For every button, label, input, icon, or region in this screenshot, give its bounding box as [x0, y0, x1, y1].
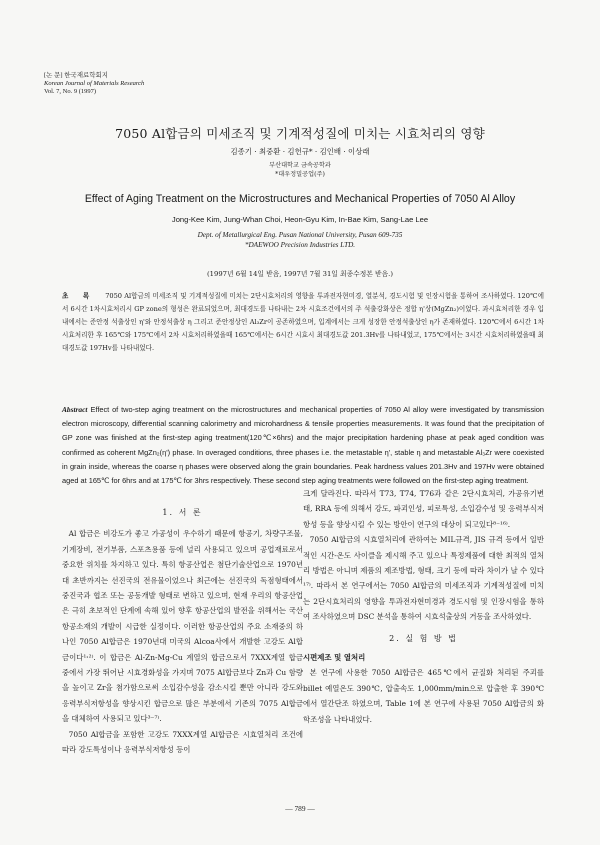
journal-volume: Vol. 7, No. 9 (1997)	[44, 88, 97, 95]
subsection-heading: 시편제조 및 열처리	[303, 653, 366, 663]
english-abstract-label: Abstract	[62, 405, 88, 414]
paragraph: Al 합금은 비강도가 좋고 가공성이 우수하기 때문에 항공기, 차량구조물, 기계장비, 전기부품, 스포츠용품 등에 널리 사용되고 있으며 공업재료로서 중요한 위치를 차지하고 있다. 특히 항공산업은 첨단기술산업으로 1970년대 초반까지는 선진국의 전유물이었으나 최근에는 선진국의 독점형태에서 중진국과 협조 또는 공동개발 형태로 변하고 있으며, 현재 우리의 항공산업은 극히 초보적인 단계에 속해 있어 향후 항공산업의 발전을 위해서는 국산 항공소재의 개발이 시급한 실정이다. 이러한 항공산업의 주요 소재중의 하나인 7050 Al합금은 1970년대 미국의 Alcoa사에서 개발한 고강도 Al합금이다¹˒²⁾. 이 합금은 Al-Zn-Mg-Cu 계열의 합금으로서 7XXX계열 합금 중에서 가장 뛰어난 시효경화성을 가지며 7075 Al합금보다 Zn과 Cu 함량을 높이고 Zr을 첨가함으로써 소입감수성을 감소시킬 뿐만 아니라 강도와 응력부식저항성을 향상시킨 합금으로 많은 부분에서 기존의 7075 Al합금을 대체하여 사용되고 있다³⁻⁷⁾.	[62, 529, 303, 724]
journal-name-ko: [논 문] 한국재료학회지	[44, 72, 109, 79]
korean-affiliations	[0, 161, 600, 179]
english-affiliations	[0, 230, 600, 250]
journal-header	[44, 72, 144, 96]
left-column	[62, 505, 303, 758]
paragraph: 크게 달라진다. 따라서 T73, T74, T76과 같은 2단시효처리, 가공유기변태, RRA 등에 의해서 강도, 파괴인성, 피로특성, 소입감수성 및 응력부식저항성 등을 향상시킬 수 있는 방안이 연구의 대상이 되고있다⁸⁻¹⁶⁾.	[303, 489, 544, 529]
english-title: Effect of Aging Treatment on the Microstructures and Mechanical Properties of 7050 Al Alloy	[84, 193, 516, 205]
korean-affiliation-1: 부산대학교 금속공학과	[269, 162, 331, 169]
korean-affiliation-2: *대우정밀공업(주)	[275, 171, 325, 178]
korean-authors: 김종기 · 최중환 · 김헌규* · 김인배 · 이상래	[230, 147, 370, 156]
korean-abstract	[62, 290, 544, 355]
section-heading-introduction: 1. 서 론	[162, 508, 203, 517]
paragraph: 7050 Al합금의 시효열처리에 관하여는 MIL규격, JIS 규격 등에서 일반적인 시간-온도 사이클을 제시해 주고 있으나 특정제품에 대한 최적의 열처리 방법은 아니며 제품의 제조방법, 형태, 크기 등에 따라 차이가 날 수 있다¹⁷⁾. 따라서 본 연구에서는 7050 Al합금의 미세조직과 기계적성질에 미치는 2단시효처리의 영향을 투과전자현미경과 경도시험 및 인장시험을 통하여 조사하였으며 DSC 분석을 통하여 시효석출상의 거동을 조사하였다.	[303, 535, 544, 622]
english-abstract-text: Effect of two-step aging treatment on the microstructures and mechanical properties of 7050 Al alloy were investigated by transmission electron microscopy, differential scanning calorimetry and microhardness & tensile properties measurements. It was found that the precipitation of GP zone was finished at the first-step aging treatment(120℃×6hrs) and the major precipitation hardening phase at peak aged condition was confirmed as coherent MgZn₂(η') phase. In overaged conditions, three phases i.e. the metastable η', stable η and metastable Al₃Zr were coexisted in grain inside, whereas the coarse η phases were observed along the grain boundaries. Peak hardness values 201.3Hv and 197Hv were obtained aged at 165℃ for 6hrs and at 175℃ for 3hrs respectively. These second step aging treatments were followed on the first-step aging treatment.	[62, 405, 544, 486]
korean-abstract-text: 7050 Al합금의 미세조직 및 기계적성질에 미치는 2단시효처리의 영향을 투과전자현미경, 열분석, 경도시험 및 인장시험을 통하여 조사하였다. 120℃에서 6시간 1차시효처리시 GP zone의 형성은 완료되었으며, 최대경도를 나타내는 2차 시효조건에서의 주 석출강화상은 정합 η'상(MgZn₂)이었다. 과시효처리한 경우 입내에서는 준안정 석출상인 η'와 안정석출상 η 그리고 준안정상인 Al₃Zr이 공존하였으며, 입계에서는 크게 성장한 안정석출상인 η가 존재하였다. 120℃에서 6시간 1차 시효처리한 후 165℃와 175℃에서 2차 시효처리하였을때 165℃에서는 6시간 시효시 최대경도값 201.3Hv를 나타내었고, 175℃에서는 3시간 시효처리하였을때 최대경도값 197Hv를 나타내었다.	[62, 292, 544, 352]
journal-name-en: Korean Journal of Materials Research	[44, 80, 145, 87]
korean-abstract-label: 초 록	[62, 292, 96, 300]
english-affiliation-1: Dept. of Metallurgical Eng. Pusan National University, Pusan 609-735	[197, 231, 403, 239]
received-dates: (1997년 6월 14일 받음, 1997년 7월 31일 최종수정본 받음.)	[207, 270, 393, 278]
right-column	[303, 486, 544, 727]
korean-title: 7050 Al합금의 미세조직 및 기계적성질에 미치는 시효처리의 영향	[115, 126, 485, 141]
english-abstract	[62, 403, 544, 488]
english-affiliation-2: *DAEWOO Precision Industries LTD.	[244, 241, 356, 249]
paragraph: 7050 Al합금을 포함한 고강도 7XXX계열 Al합금은 시효열처리 조건에 따라 강도특성이나 응력부식저항성 등이	[62, 729, 303, 755]
section-heading-methods: 2. 실 험 방 법	[389, 633, 458, 643]
paragraph: 본 연구에 사용한 7050 Al합금은 465℃에서 균질화 처리된 주괴를 billet 예열온도 390℃, 압출속도 1,000mm/min으로 압출한 후 390℃에서 열간단조 하였으며, Table 1에 본 연구에 사용된 7050 Al합금의 화학조성을 나타내었다.	[303, 668, 544, 724]
english-authors: Jong-Kee Kim, Jung-Whan Choi, Heon-Gyu Kim, In-Bae Kim, Sang-Lae Lee	[171, 215, 429, 224]
page-number: — 789 —	[285, 804, 315, 813]
